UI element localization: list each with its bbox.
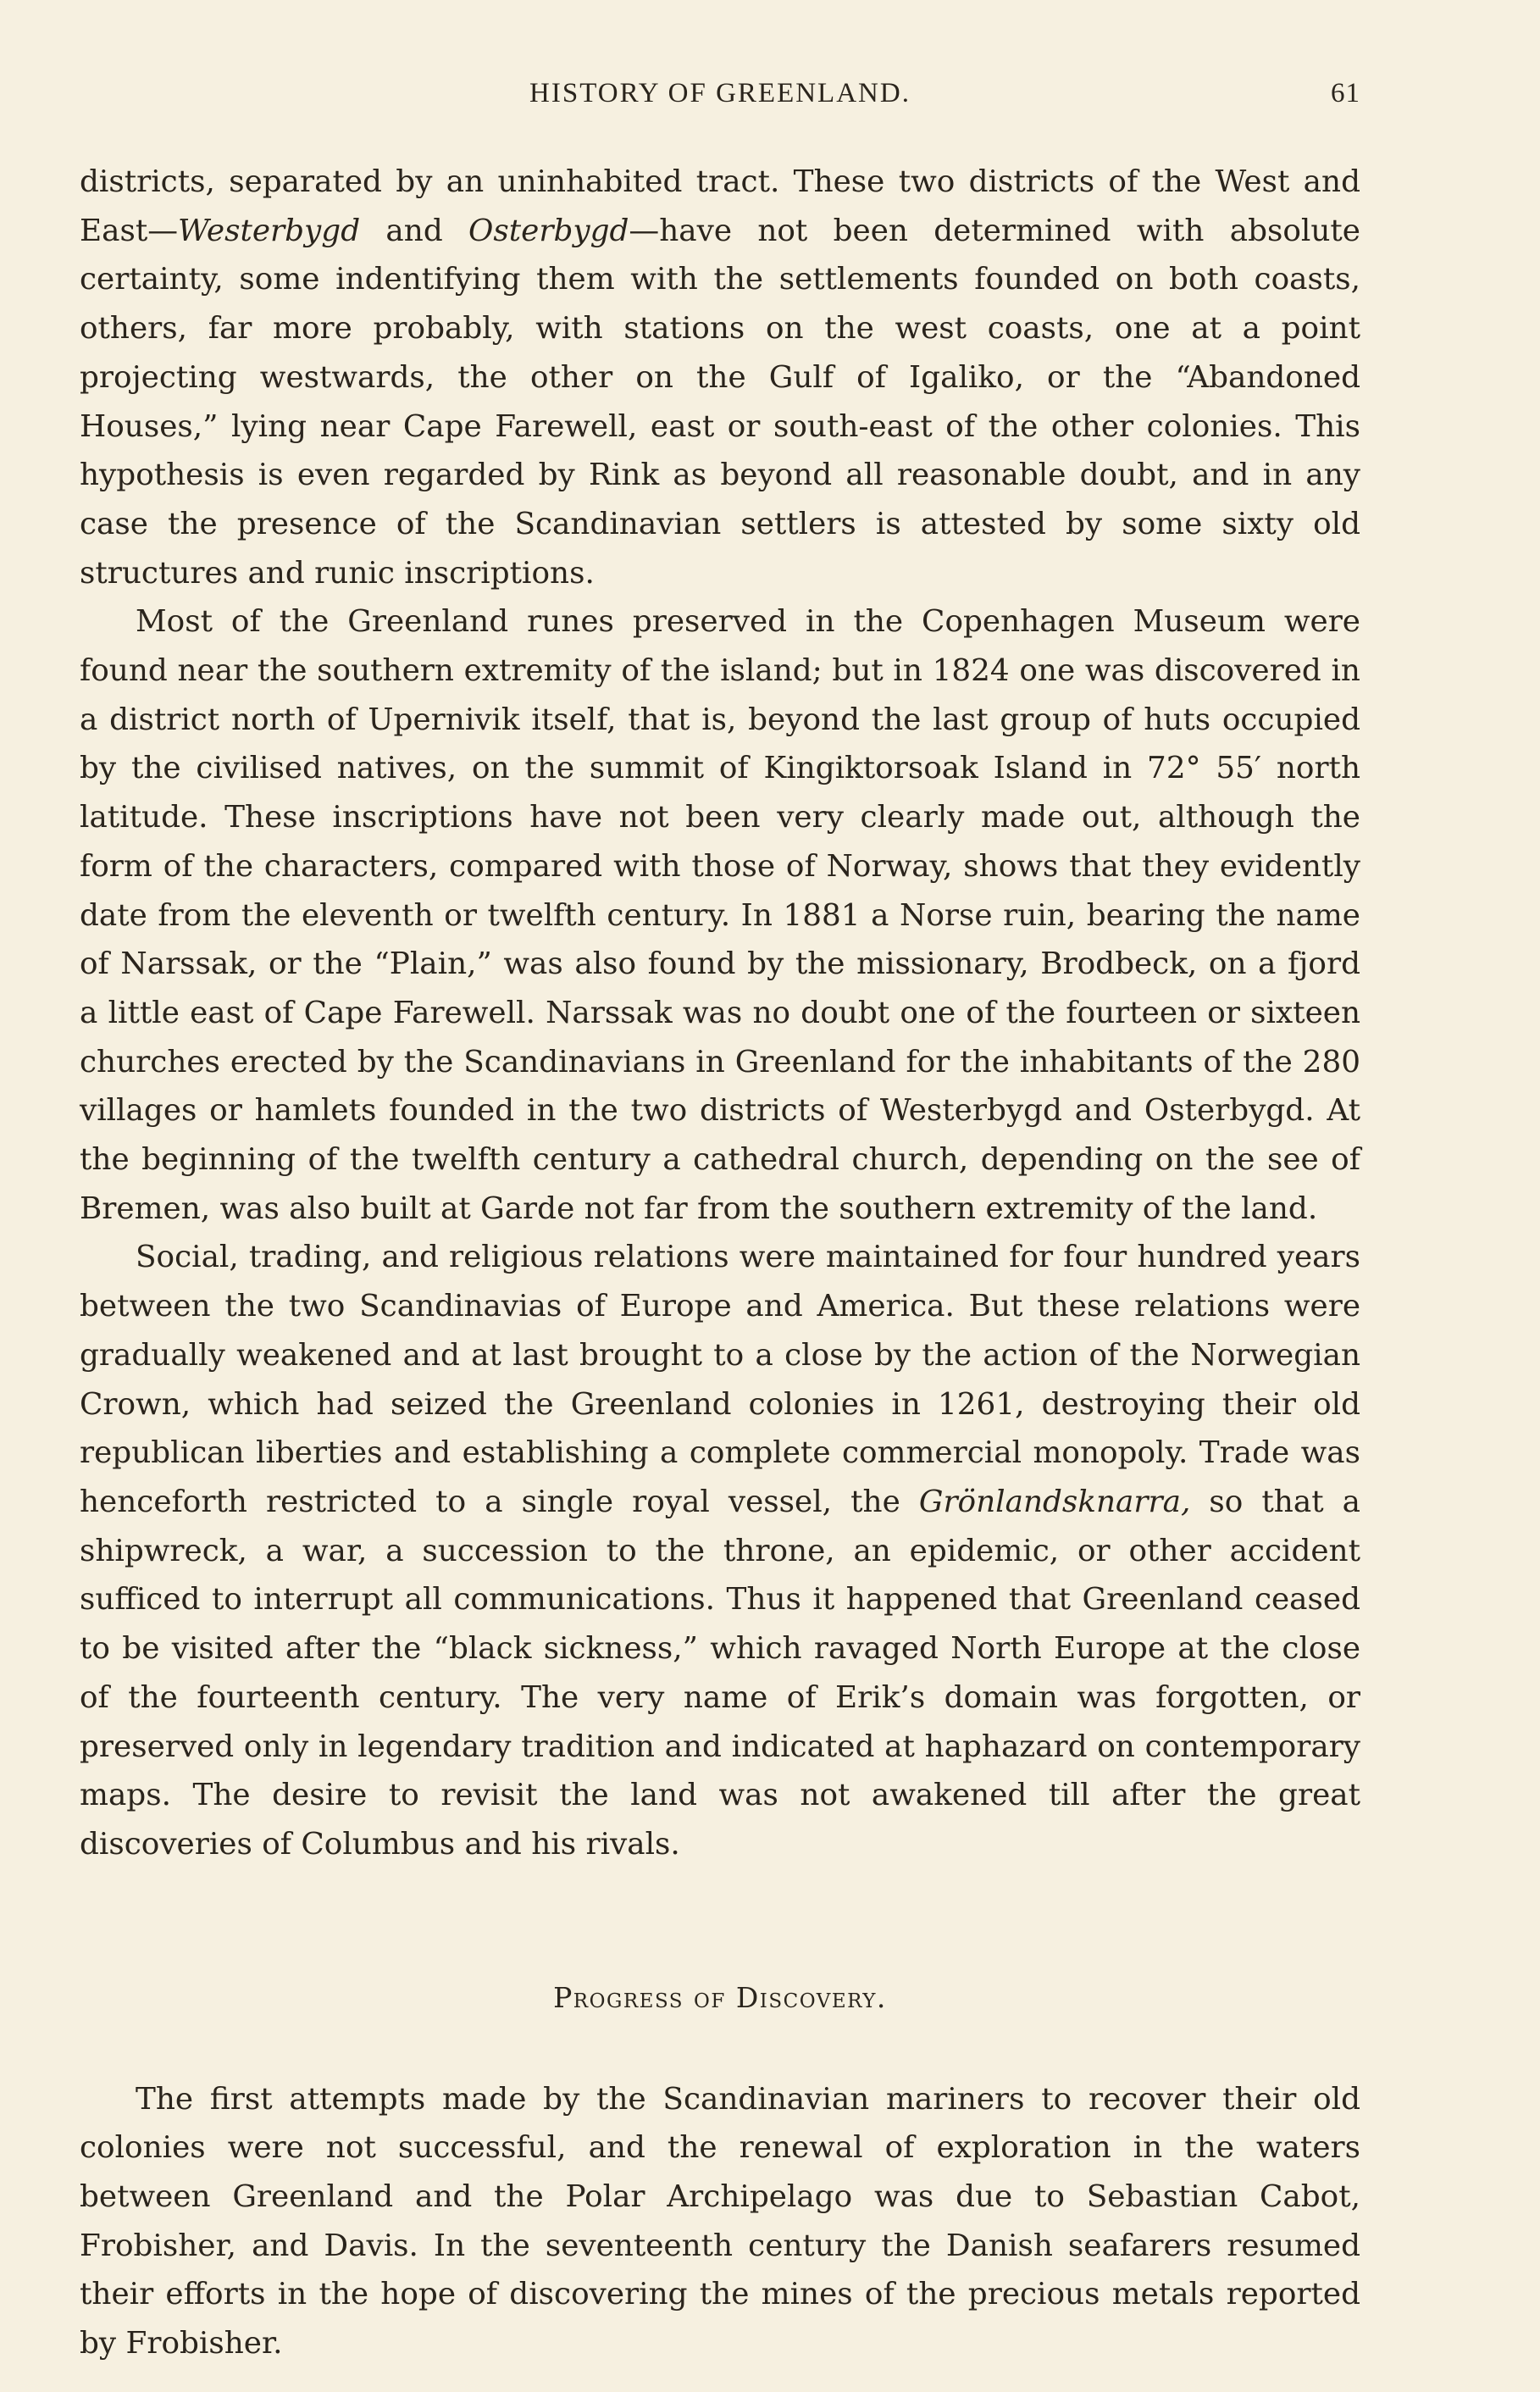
- text-run: districts, separated by an uninhabited tract. These two districts of the West and East—: [80, 164, 1360, 248]
- book-page: [80, 78, 1360, 2368]
- section-text: [80, 2075, 1360, 2368]
- paragraph: [80, 2075, 1360, 2368]
- text-run: and: [360, 213, 469, 248]
- paragraph: [80, 597, 1360, 1233]
- text-run: —have not been determined with absolute certainty, some indentifying them with the settlements founded on both coasts, others, far more probably, with stations on the west coasts, one at a point projecting westwards, the other on the Gulf of Igaliko, or the “Abandoned Houses,” lying near Cape Farewell, east or south-east of the other colonies. This hypothesis is even regarded by Rink as beyond all reasonable doubt, and in any case the presence of the Scandinavian settlers is attested by some sixty old structures and runic inscriptions.: [80, 213, 1360, 591]
- italic-text: Westerbygd: [178, 213, 361, 248]
- section-heading: Progress of Discovery.: [553, 1980, 887, 2014]
- paragraph: [80, 158, 1360, 597]
- page-number: 61: [1331, 78, 1360, 108]
- running-head: [80, 78, 1360, 120]
- text-run: Most of the Greenland runes preserved in the Copenhagen Museum were found near the southern extremity of the island; but in 1824 one was discovered in a district north of Upernivik itself, that is, beyond the last group of huts occupied by the civilised natives, on the summit of Kingiktorsoak Island in 72° 55′ north latitude. These inscriptions have not been very clearly made out, although the form of the characters, compared with those of Norway, shows that they evidently date from the eleventh or twelfth century. In 1881 a Norse ruin, bearing the name of Narssak, or the “Plain,” was also found by the missionary, Brodbeck, on a fjord a little east of Cape Farewell. Narssak was no doubt one of the fourteen or sixteen churches erected by the Scandinavians in Greenland for the inhabitants of the 280 villages or hamlets founded in the two districts of Westerbygd and Osterbygd. At the beginning of the twelfth century a cathedral church, depending on the see of Bremen, was also built at Garde not far from the southern extremity of the land.: [80, 604, 1360, 1226]
- body-text: [80, 158, 1360, 1869]
- italic-text: Grönlandsknarra,: [918, 1484, 1191, 1519]
- running-title: HISTORY OF GREENLAND.: [529, 78, 911, 108]
- italic-text: Osterbygd: [468, 213, 629, 248]
- page-body: [80, 158, 1360, 2368]
- text-run: The first attempts made by the Scandinavian mariners to recover their old colonies were not successful, and the renewal of exploration in the waters between Greenland and the Polar Archipelago was due to Sebastian Cabot, Frobisher, and Davis. In the seventeenth century the Danish seafarers resumed their efforts in the hope of discovering the mines of the precious metals reported by Frobisher.: [80, 2081, 1360, 2361]
- text-run: so that a shipwreck, a war, a succession to the throne, an epidemic, or other accident sufficed to interrupt all communications. Thus it happened that Greenland ceased to be visited after the “black sickness,” which ravaged North Europe at the close of the fourteenth century. The very name of Erik’s domain was forgotten, or preserved only in legendary tradition and indicated at haphazard on contemporary maps. The desire to revisit the land was not awakened till after the great discoveries of Columbus and his rivals.: [80, 1484, 1361, 1862]
- paragraph: [80, 1233, 1360, 1868]
- text-run: Social, trading, and religious relations were maintained for four hundred years between the two Scandinavias of Europe and America. But these relations were gradually weakened and at last brought to a close by the action of the Norwegian Crown, which had seized the Greenland colonies in 1261, destroying their old republican liberties and establishing a complete commercial monopoly. Trade was henceforth restricted to a single royal vessel, the: [80, 1240, 1360, 1519]
